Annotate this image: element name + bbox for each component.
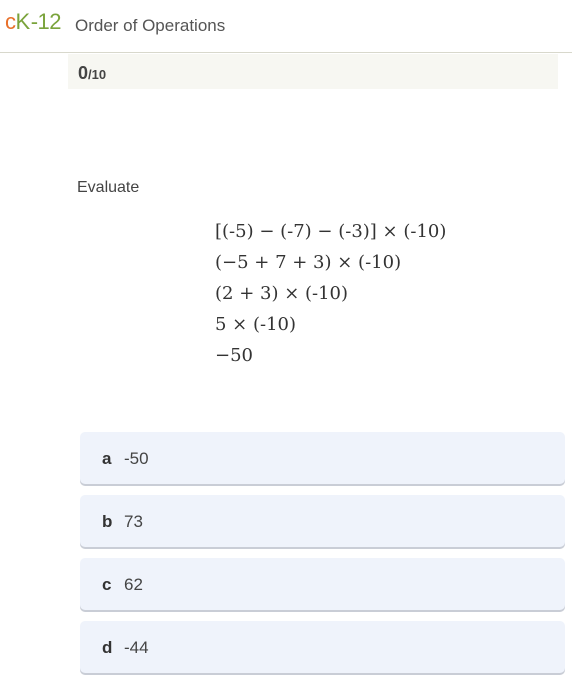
logo-number: -12 [30, 9, 61, 34]
solution-step: (2 + 3) × (-10) [215, 283, 349, 304]
logo-k: K [15, 9, 30, 34]
choice-letter: c [102, 575, 112, 594]
question-prompt: Evaluate [77, 179, 140, 196]
solution-steps [215, 219, 446, 374]
score-bar [68, 54, 558, 89]
score-display [78, 63, 106, 84]
logo-c: c [5, 9, 16, 34]
solution-step: (−5 + 7 + 3) × (-10) [215, 252, 402, 273]
choice-text: -44 [124, 638, 149, 657]
solution-step: 5 × (-10) [215, 314, 297, 335]
choice-letter: d [102, 638, 113, 657]
page-title: Order of Operations [75, 16, 226, 35]
solution-step: −50 [215, 345, 253, 366]
score-denominator: /10 [88, 67, 107, 82]
app-header [0, 0, 572, 53]
score-value: 0 [78, 63, 89, 83]
answer-choice-c[interactable] [80, 558, 565, 610]
solution-step: [(-5) − (-7) − (-3)] × (-10) [215, 221, 447, 242]
choice-text: 73 [124, 512, 143, 531]
choice-letter: a [102, 449, 112, 468]
choice-text: -50 [124, 449, 149, 468]
ck12-logo[interactable] [5, 9, 61, 39]
choice-letter: b [102, 512, 113, 531]
answer-choice-b[interactable] [80, 495, 565, 547]
answer-choice-d[interactable] [80, 621, 565, 673]
answer-choice-a[interactable] [80, 432, 565, 484]
choice-text: 62 [124, 575, 143, 594]
